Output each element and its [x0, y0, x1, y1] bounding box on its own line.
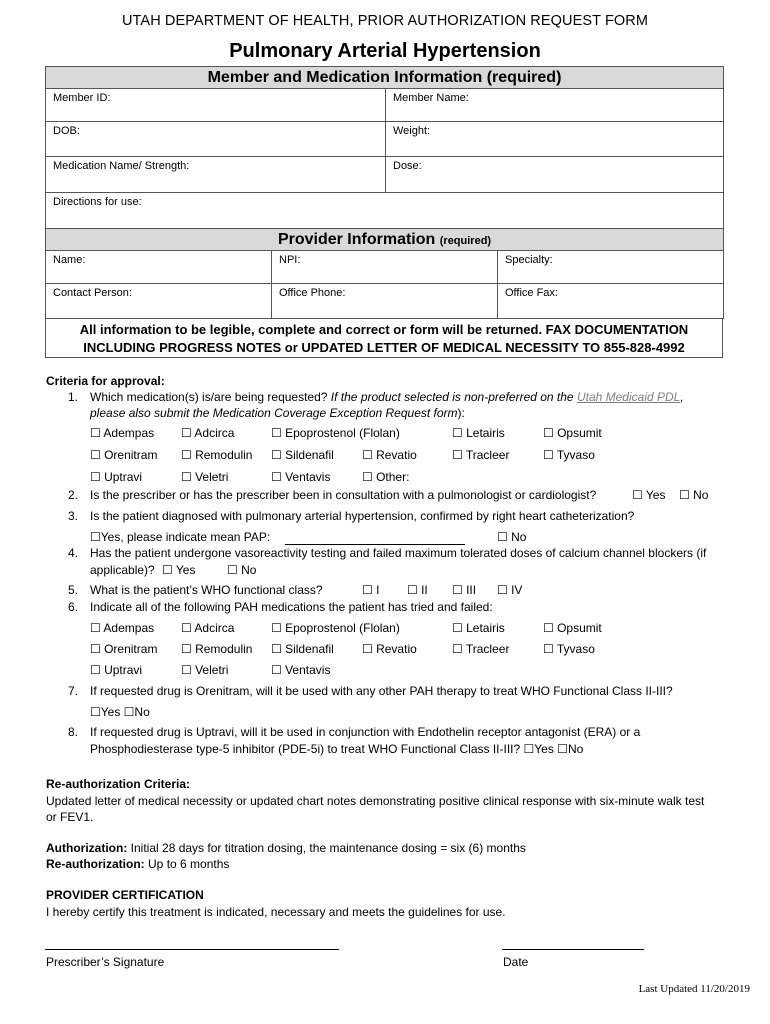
- weight-field[interactable]: Weight:: [386, 122, 724, 157]
- q6-option[interactable]: ☐ Adcirca: [181, 621, 235, 635]
- q6-option[interactable]: ☐ Sildenafil: [271, 642, 334, 656]
- provider-section-heading: [46, 229, 724, 251]
- q6-option[interactable]: ☐ Adempas: [90, 621, 155, 635]
- member-medication-table: [45, 66, 724, 229]
- q1-option[interactable]: ☐ Adcirca: [181, 426, 235, 440]
- q6-option[interactable]: ☐ Tracleer: [452, 642, 510, 656]
- q4-line-2: applicable)?: [90, 563, 155, 577]
- specialty-field[interactable]: Specialty:: [498, 251, 724, 284]
- q1-option[interactable]: ☐ Opsumit: [543, 426, 602, 440]
- who-class-iv-checkbox[interactable]: ☐ IV: [497, 583, 523, 597]
- q6-option[interactable]: ☐ Ventavis: [271, 663, 331, 677]
- q1-option[interactable]: ☐ Tracleer: [452, 448, 510, 462]
- q1-option[interactable]: ☐ Letairis: [452, 426, 505, 440]
- who-class-ii-checkbox[interactable]: ☐ II: [407, 583, 428, 597]
- q3-number: 3.: [67, 509, 78, 523]
- reauth-line-2: or FEV1.: [46, 810, 94, 824]
- q2-text: Is the prescriber or has the prescriber been in consultation with a pulmonologist or cardiologist?: [90, 488, 597, 502]
- q2-number: 2.: [67, 488, 78, 502]
- q6-number: 6.: [67, 600, 78, 614]
- form-title: Pulmonary Arterial Hypertension: [229, 40, 541, 62]
- who-class-iii-checkbox[interactable]: ☐ III: [452, 583, 477, 597]
- office-phone-field[interactable]: Office Phone:: [272, 284, 498, 319]
- department-header: UTAH DEPARTMENT OF HEALTH, PRIOR AUTHORIZATION REQUEST FORM: [121, 13, 649, 29]
- q4-yes-checkbox[interactable]: ☐ Yes: [162, 563, 196, 577]
- authorization-label: Authorization:: [46, 841, 128, 855]
- q7-yes-no-checkboxes[interactable]: ☐Yes ☐No: [90, 705, 150, 719]
- q7-number: 7.: [67, 684, 78, 698]
- q3-yes-checkbox[interactable]: ☐Yes, please indicate mean PAP:: [90, 530, 271, 544]
- q6-option[interactable]: ☐ Orenitram: [90, 642, 158, 656]
- authorization-text: Initial 28 days for titration dosing, the maintenance dosing = six (6) months: [130, 841, 526, 855]
- directions-field[interactable]: Directions for use:: [46, 193, 724, 229]
- q1-text: [90, 390, 684, 404]
- certification-text: I hereby certify this treatment is indicated, necessary and meets the guidelines for use.: [46, 905, 506, 919]
- q2-yes-checkbox[interactable]: ☐ Yes: [632, 488, 666, 502]
- provider-heading-text: Provider Information: [277, 231, 436, 248]
- q1-option[interactable]: ☐ Uptravi: [90, 470, 143, 484]
- q6-text: Indicate all of the following PAH medications the patient has tried and failed:: [90, 600, 493, 614]
- q1-option[interactable]: ☐ Adempas: [90, 426, 155, 440]
- contact-person-field[interactable]: Contact Person:: [46, 284, 272, 319]
- q1-italic-pre: If the product selected is non-preferred on the: [330, 390, 574, 404]
- dob-field[interactable]: DOB:: [46, 122, 386, 157]
- criteria-heading: Criteria for approval:: [46, 374, 165, 388]
- q4-line-1: Has the patient undergone vasoreactivity testing and failed maximum tolerated doses of calcium channel blockers (if: [90, 546, 707, 560]
- notice-line-1: All information to be legible, complete and correct or form will be returned. FAX DOCUMENTATION: [79, 322, 689, 337]
- q3-no-checkbox[interactable]: ☐ No: [497, 530, 527, 544]
- q5-text: What is the patient’s WHO functional class?: [90, 583, 323, 597]
- dose-field[interactable]: Dose:: [386, 157, 724, 193]
- q4-number: 4.: [67, 546, 78, 560]
- q6-option[interactable]: ☐ Uptravi: [90, 663, 143, 677]
- q1-option-other[interactable]: ☐ Other:: [362, 470, 410, 484]
- q1-line-2-italic: please also submit the Medication Coverage Exception Request form: [90, 406, 458, 420]
- q8-number: 8.: [67, 725, 78, 739]
- provider-heading-note: (required): [439, 235, 492, 247]
- q6-option[interactable]: ☐ Remodulin: [181, 642, 253, 656]
- q8-line-1: If requested drug is Uptravi, will it be used in conjunction with Endothelin receptor antagonist (ERA) or a: [90, 725, 641, 739]
- q6-option[interactable]: ☐ Veletri: [181, 663, 229, 677]
- q1-option[interactable]: ☐ Epoprostenol (Flolan): [271, 426, 400, 440]
- last-updated: Last Updated 11/20/2019: [638, 983, 750, 995]
- date-label: Date: [503, 955, 529, 969]
- member-id-field[interactable]: Member ID:: [46, 89, 386, 122]
- signature-line[interactable]: [45, 949, 339, 950]
- provider-table: [45, 228, 724, 319]
- q1-line-2-end: ):: [457, 406, 465, 420]
- q1-question: Which medication(s) is/are being requested?: [90, 390, 328, 404]
- reauth-line-1: Updated letter of medical necessity or updated chart notes demonstrating positive clinical response with six-minute walk test: [46, 794, 705, 808]
- q1-option[interactable]: ☐ Revatio: [362, 448, 417, 462]
- q3-text: Is the patient diagnosed with pulmonary arterial hypertension, confirmed by right heart catheterization?: [90, 509, 635, 523]
- q6-option[interactable]: ☐ Epoprostenol (Flolan): [271, 621, 400, 635]
- reauthorization-line: [46, 857, 229, 871]
- q6-option[interactable]: ☐ Tyvaso: [543, 642, 595, 656]
- q1-option[interactable]: ☐ Remodulin: [181, 448, 253, 462]
- certification-heading: PROVIDER CERTIFICATION: [46, 888, 204, 902]
- mean-pap-input-line[interactable]: [285, 544, 465, 545]
- q2-no-checkbox[interactable]: ☐ No: [679, 488, 709, 502]
- member-name-field[interactable]: Member Name:: [386, 89, 724, 122]
- notice-line-2: INCLUDING PROGRESS NOTES or UPDATED LETTER OF MEDICAL NECESSITY TO 855-828-4992: [83, 340, 685, 355]
- reauthorization-text: Up to 6 months: [148, 857, 230, 871]
- fax-notice: [45, 318, 723, 358]
- provider-name-field[interactable]: Name:: [46, 251, 272, 284]
- q1-option[interactable]: ☐ Sildenafil: [271, 448, 334, 462]
- q1-line-2: [90, 406, 465, 420]
- who-class-i-checkbox[interactable]: ☐ I: [362, 583, 380, 597]
- q1-option[interactable]: ☐ Orenitram: [90, 448, 158, 462]
- medication-field[interactable]: Medication Name/ Strength:: [46, 157, 386, 193]
- q1-number: 1.: [67, 390, 78, 404]
- q1-option[interactable]: ☐ Ventavis: [271, 470, 331, 484]
- q6-option[interactable]: ☐ Letairis: [452, 621, 505, 635]
- reauthorization-label: Re-authorization:: [46, 857, 145, 871]
- q6-option[interactable]: ☐ Opsumit: [543, 621, 602, 635]
- q8-line-2[interactable]: Phosphodiesterase type-5 inhibitor (PDE-5i) to treat WHO Functional Class II-III? ☐Yes ☐No: [90, 742, 584, 756]
- q1-option[interactable]: ☐ Tyvaso: [543, 448, 595, 462]
- utah-medicaid-pdl-link[interactable]: Utah Medicaid PDL: [576, 390, 681, 404]
- q5-number: 5.: [67, 583, 78, 597]
- reauth-heading: Re-authorization Criteria:: [46, 777, 191, 791]
- signature-label: Prescriber’s Signature: [46, 955, 165, 969]
- q4-no-checkbox[interactable]: ☐ No: [227, 563, 257, 577]
- member-section-heading: Member and Medication Information (required): [46, 67, 724, 89]
- npi-field[interactable]: NPI:: [272, 251, 498, 284]
- authorization-line: [46, 841, 526, 855]
- q7-text: If requested drug is Orenitram, will it be used with any other PAH therapy to treat WHO Functional Class II-III?: [90, 684, 673, 698]
- q1-italic-post: ,: [680, 390, 684, 404]
- q6-option[interactable]: ☐ Revatio: [362, 642, 417, 656]
- office-fax-field[interactable]: Office Fax:: [498, 284, 724, 319]
- q1-option[interactable]: ☐ Veletri: [181, 470, 229, 484]
- date-line[interactable]: [502, 949, 644, 950]
